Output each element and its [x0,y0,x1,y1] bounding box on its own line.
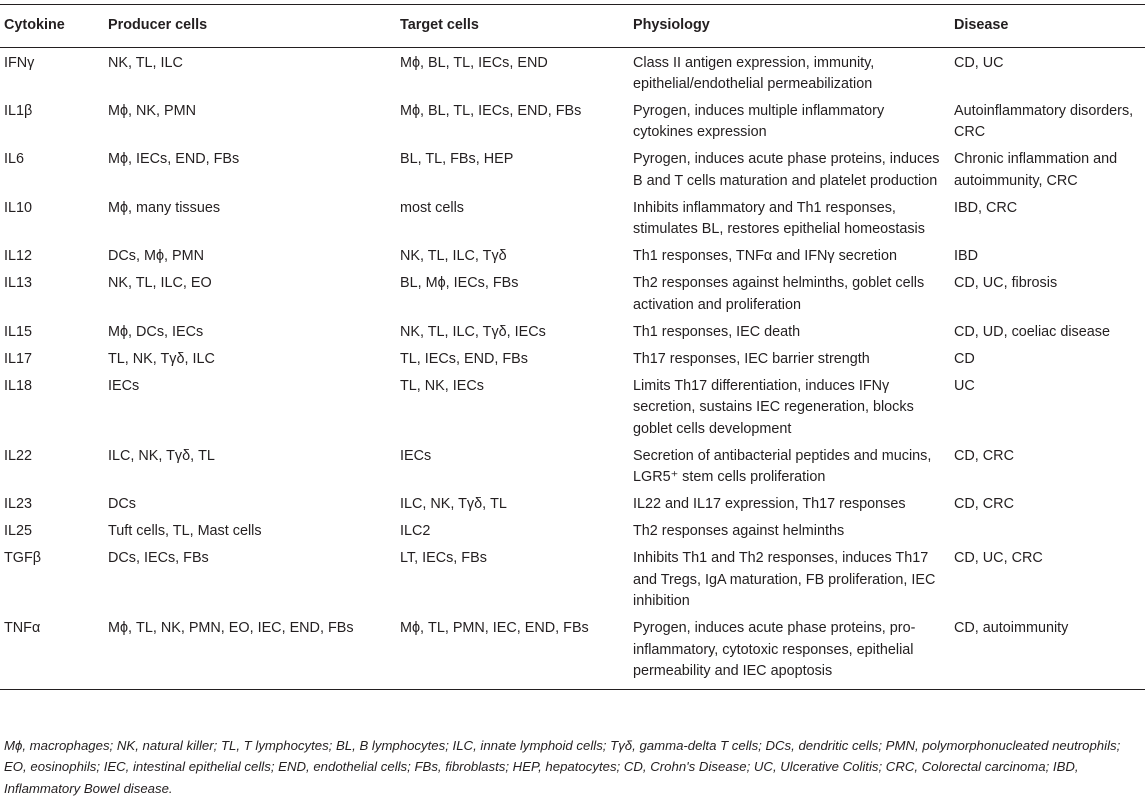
cell-disease: Autoinflammatory disorders, CRC [954,102,1134,141]
header-disease: Disease [950,5,1145,48]
table-row [0,320,1145,347]
cell-disease: CD, UC [954,54,1004,71]
cell-physiology: Secretion of antibacterial peptides and mucins, LGR5⁺ stem cells proliferation [633,447,932,486]
cell-cytokine: TNFα [0,616,104,689]
cell-physiology: IL22 and IL17 expression, Th17 responses [633,496,906,513]
cell-target-cells: BL, TL, FBs, HEP [400,151,514,168]
cell-producer-cells: DCs, Mϕ, PMN [108,248,204,265]
cell-producer-cells: NK, TL, ILC [108,54,183,71]
cell-producer-cells: TL, NK, Tγδ, ILC [108,350,215,367]
table-row [0,519,1145,546]
cell-disease: Chronic inflammation and autoimmunity, CRC [954,151,1118,189]
table-row [0,47,1145,99]
cell-target-cells: Mϕ, BL, TL, IECs, END [400,54,548,71]
table-row [0,444,1145,492]
table-row [0,492,1145,519]
cell-physiology: Pyrogen, induces multiple inflammatory cytokines expression [633,102,885,141]
cell-producer-cells: Tuft cells, TL, Mast cells [108,523,262,540]
table-row [0,546,1145,616]
cell-disease: CD, CRC [954,447,1014,464]
table-body [0,47,1145,689]
cell-target-cells: Mϕ, TL, PMN, IEC, END, FBs [396,616,629,689]
cell-disease: CD, UD, coeliac disease [954,323,1110,340]
cell-cytokine: IL6 [4,151,25,168]
cell-cytokine: IFNγ [4,54,35,71]
cell-physiology: Th2 responses against helminths, goblet cells activation and proliferation [633,275,925,313]
table-row [0,616,1145,689]
cell-producer-cells: DCs, IECs, FBs [108,550,209,567]
cell-producer-cells: ILC, NK, Tγδ, TL [108,447,215,464]
cell-producer-cells: Mϕ, NK, PMN [108,102,197,119]
cell-physiology: Th2 responses against helminths [633,523,845,540]
cell-target-cells: NK, TL, ILC, Tγδ, IECs [400,323,546,340]
table-row [0,196,1145,244]
header-producer-cells: Producer cells [104,5,396,48]
cell-cytokine: IL15 [4,323,33,340]
cell-physiology: Class II antigen expression, immunity, epithelial/endothelial permeabilization [633,54,875,92]
cell-physiology: Limits Th17 differentiation, induces IFNγ secretion, sustains IEC regeneration, blocks goblet cells development [633,377,914,437]
header-target-cells: Target cells [396,5,629,48]
table-header-row [0,5,1145,48]
cell-cytokine: IL23 [4,496,33,513]
cell-disease [950,519,1145,546]
cell-disease: CD, UC, CRC [954,550,1043,567]
cell-producer-cells: Mϕ, TL, NK, PMN, EO, IEC, END, FBs [104,616,396,689]
cell-disease: UC [954,377,975,394]
table-row [0,347,1145,374]
cell-cytokine: IL17 [4,350,33,367]
cell-physiology: Th1 responses, IEC death [633,323,801,340]
cell-physiology: Inhibits inflammatory and Th1 responses, stimulates BL, restores epithelial homeostasis [633,199,925,238]
cell-target-cells: most cells [400,199,464,216]
cell-disease: CD, UC, fibrosis [954,275,1058,292]
table-row [0,271,1145,319]
cell-producer-cells: NK, TL, ILC, EO [108,275,212,292]
cell-physiology: Pyrogen, induces acute phase proteins, pro-inflammatory, cytotoxic responses, epithelial permeability and IEC apoptosis [629,616,950,689]
cell-cytokine: IL10 [4,199,33,216]
cell-target-cells: LT, IECs, FBs [400,550,487,567]
cell-producer-cells: Mϕ, many tissues [108,199,221,216]
cell-target-cells: Mϕ, BL, TL, IECs, END, FBs [400,102,582,119]
cell-physiology: Pyrogen, induces acute phase proteins, induces B and T cells maturation and platelet production [633,151,940,189]
cell-cytokine: IL1β [4,102,33,119]
cell-target-cells: IECs [400,447,432,464]
cell-target-cells: ILC2 [400,523,431,540]
cell-physiology: Th17 responses, IEC barrier strength [633,350,870,367]
cell-producer-cells: Mϕ, IECs, END, FBs [108,151,240,168]
cell-disease: CD, autoimmunity [950,616,1145,689]
table-row [0,147,1145,195]
cell-disease: CD, CRC [954,496,1014,513]
cell-producer-cells: Mϕ, DCs, IECs [108,323,204,340]
cell-target-cells: BL, Mϕ, IECs, FBs [400,275,519,292]
cell-cytokine: IL22 [4,447,33,464]
cell-disease: IBD [954,248,978,265]
cell-target-cells: TL, NK, IECs [400,377,484,394]
cell-physiology: Inhibits Th1 and Th2 responses, induces Th17 and Tregs, IgA maturation, FB proliferation, IEC inhibition [633,550,936,610]
cell-disease: CD [954,350,975,367]
cell-cytokine: IL18 [4,377,33,394]
cell-cytokine: IL12 [4,248,33,265]
table-footnote: Mϕ, macrophages; NK, natural killer; TL, T lymphocytes; BL, B lymphocytes; ILC, innate lymphoid cells; Tγδ, gamma-delta T cells; DCs, dendritic cells; PMN, polymorphonucleated neutrophils; EO, eosinophils; IEC, intestinal epithelial cells; END, endothelial cells; FBs, fibroblasts; HEP, hepatocytes; CD, Crohn's Disease; UC, Ulcerative Colitis; CRC, Colorectal carcinoma; IBD, Inflammatory Bowel disease. [4,738,1121,796]
cell-producer-cells: DCs [108,496,136,513]
cell-disease: IBD, CRC [954,199,1018,216]
cell-cytokine: IL25 [4,523,33,540]
cytokine-table [0,4,1145,690]
table-row [0,99,1145,147]
cell-target-cells: NK, TL, ILC, Tγδ [400,248,507,265]
cell-cytokine: TGFβ [4,550,42,567]
header-cytokine: Cytokine [0,5,104,48]
cell-target-cells: TL, IECs, END, FBs [400,350,528,367]
cell-producer-cells: IECs [108,377,140,394]
cell-physiology: Th1 responses, TNFα and IFNγ secretion [633,248,897,265]
table-row [0,374,1145,444]
cell-target-cells: ILC, NK, Tγδ, TL [400,496,507,513]
header-physiology: Physiology [629,5,950,48]
table-row [0,244,1145,271]
cell-cytokine: IL13 [4,275,33,292]
